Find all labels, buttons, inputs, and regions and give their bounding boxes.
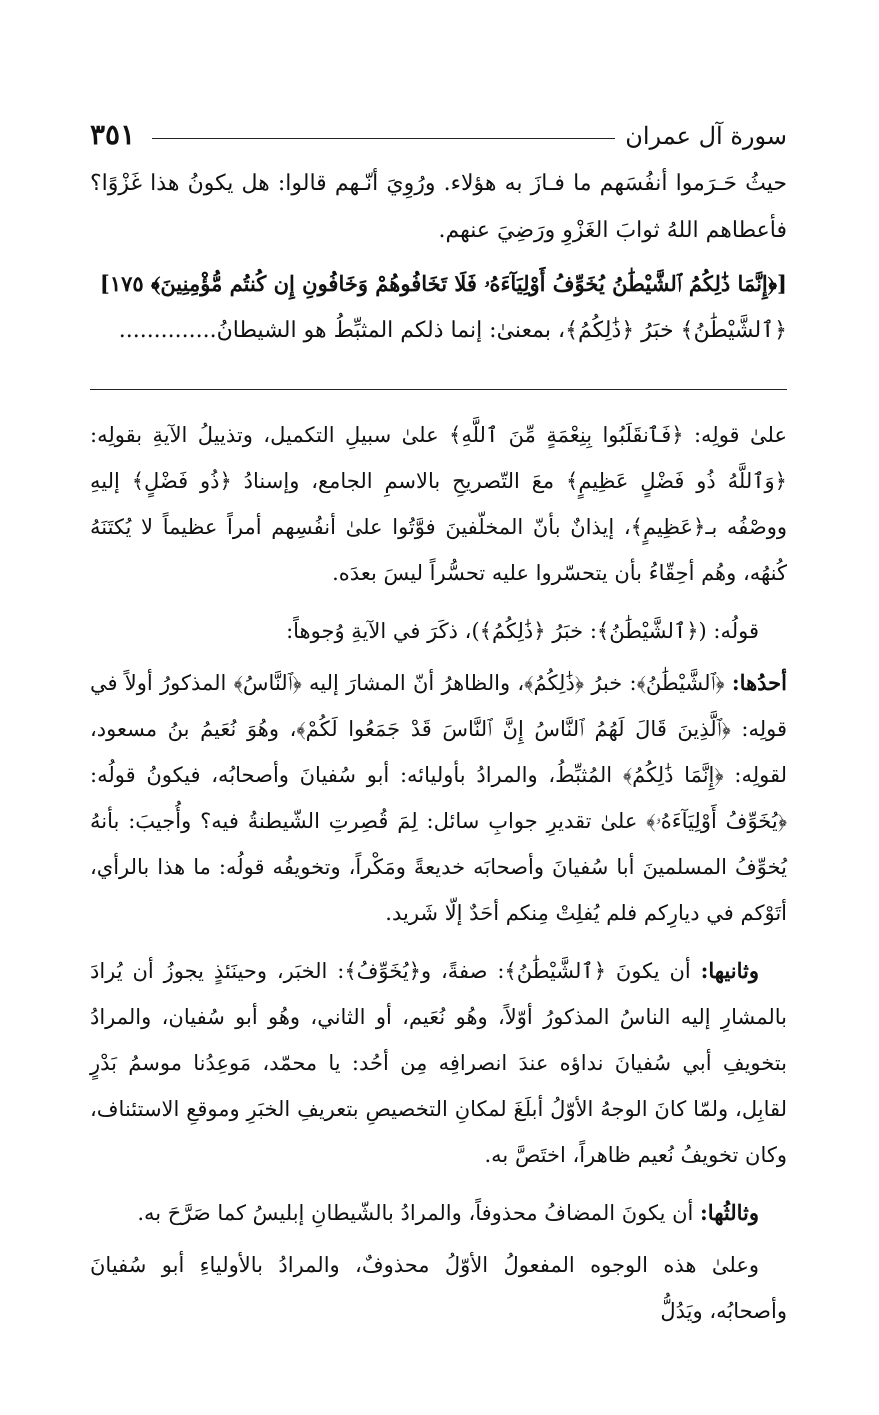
point-heading: أحدُها: bbox=[731, 670, 787, 695]
header-rule bbox=[152, 138, 615, 139]
quran-verse: [﴿إِنَّمَا ذَٰلِكُمُ ٱلشَّيْطَٰنُ يُخَوِّفُ أَوْلِيَآءَهُۥ فَلَا تَخَافُوهُمْ وَخَافُونِ إِن كُنتُم مُّؤْمِنِينَ﴾ ١٧٥] bbox=[99, 271, 787, 296]
point-text: ﴿ٱلشَّيْطَٰنُ﴾: خبرُ ﴿ذَٰلِكُمُ﴾، والظاهرُ أنّ المشارَ إليه ﴿ٱلنَّاسُ﴾ المذكورُ أولاً في قولِه: ﴿ٱلَّذِينَ قَالَ لَهُمُ ٱلنَّاسُ إِنَّ ٱلنَّاسَ قَدْ جَمَعُوا لَكُمْ﴾، وهُوَ نُعَيمُ بنُ مسعود، لقولِه: ﴿إِنَّمَا ذَٰلِكُمُ﴾ المُثبِّطُ، والمرادُ بأوليائه: أبو سُفيانَ وأصحابُه، فيكونُ قولُه: ﴿يُخَوِّفُ أَوْلِيَآءَهُۥ﴾ علىٰ تقديرِ جوابِ سائل: لِمَ قُصِرتِ الشّيطنةُ فيه؟ وأُجيبَ: بأنهُ يُخوِّفُ المسلمينَ أبا سُفيانَ وأصحابَه خديعةً ومَكْراً، وتخويفُه قولُه: ما هذا بالرأي، أتَوْكم في ديارِكم فلم يُفلِتْ مِنكم أحَدٌ إلّا شَريد. bbox=[90, 671, 788, 925]
section-divider bbox=[90, 389, 787, 390]
commentary-paragraph: علىٰ قولِه: ﴿فَٱنقَلَبُوا بِنِعْمَةٍ مِّنَ ٱللَّهِ﴾ علىٰ سبيلِ التكميل، وتذييلُ الآيةِ بقولِه: ﴿وَٱللَّهُ ذُو فَضْلٍ عَظِيمٍ﴾ معَ التّصريحِ بالاسمِ الجامع، وإسنادُ ﴿ذُو فَضْلٍ﴾ إليهِ ووصْفُه بـ﴿عَظِيمٍ﴾، إيذانٌ بأنّ المخلّفينَ فوَّتُوا علىٰ أنفُسِهم أمراً عظيماً لا يُكتَنَهُ كُنهُه، وهُم أحِقّاءُ بأن يتحسّروا عليه تحسُّراً ليسَ بعدَه. bbox=[90, 423, 787, 585]
point-text: أن يكونَ ﴿ٱلشَّيْطَٰنُ﴾: صفةً، و﴿يُخَوِّفُ﴾: الخبَر، وحينَئذٍ يجوزُ أن يُرادَ بالمشارِ إليه الناسُ المذكورُ أوّلاً، وهُو نُعَيم، أو الثاني، وهُو أبو سُفيان، والمرادُ بتخويفِ أبي سُفيانَ نداؤه عندَ انصرافِه مِن أحُد: يا محمّد، مَوعِدُنا موسمُ بَدْرٍ لقابِل، ولمّا كانَ الوجهُ الأوّلُ أبلَغَ لمكانِ التخصيصِ بتعريفِ الخبَرِ وموقعِ الاستئناف، وكان تخويفُ نُعيم ظاهراً، اختَصَّ به. bbox=[90, 959, 787, 1167]
surah-title: سورة آل عمران bbox=[625, 122, 787, 150]
commentary-paragraph: قولُه: (﴿ٱلشَّيْطَٰنُ﴾: خبَرُ ﴿ذَٰلِكُمُ﴾)، ذكَرَ في الآيةِ وُجوهاً: bbox=[286, 619, 759, 643]
point-text: أن يكونَ المضافُ محذوفاً، والمرادُ بالشّيطانِ إبليسُ كما صَرَّحَ به. bbox=[137, 1201, 701, 1225]
main-paragraph: ﴿ٱلشَّيْطَٰنُ﴾ خبَرُ ﴿ذَٰلِكُمُ﴾، بمعنىٰ: إنما ذلكم المثبِّطُ هو الشيطانُ.............. bbox=[118, 318, 787, 343]
page-number: ٣٥١ bbox=[90, 118, 136, 151]
page-header bbox=[90, 118, 787, 158]
commentary-paragraph: وعلىٰ هذه الوجوه المفعولُ الأوّلُ محذوفٌ، والمرادُ بالأولياءِ أبو سُفيانَ وأصحابُه، ويَدُلُّ bbox=[90, 1253, 787, 1323]
point-heading: وثانيها: bbox=[700, 958, 759, 983]
point-heading: وثالثُها: bbox=[700, 1200, 759, 1225]
commentary-paragraph bbox=[90, 948, 787, 1178]
main-text bbox=[90, 160, 787, 354]
main-paragraph: حيثُ حَـرَموا أنفُسَهم ما فـازَ به هؤلاء. ورُوِيَ أنّـهم قالوا: هل يكونُ هذا غَزْوًا؟ فأعطاهم اللهُ ثوابَ الغَزْوِ ورَضِيَ عنهم. bbox=[90, 171, 787, 243]
commentary-paragraph bbox=[90, 660, 787, 936]
commentary-paragraph bbox=[90, 1190, 787, 1236]
commentary-section bbox=[90, 412, 787, 1346]
